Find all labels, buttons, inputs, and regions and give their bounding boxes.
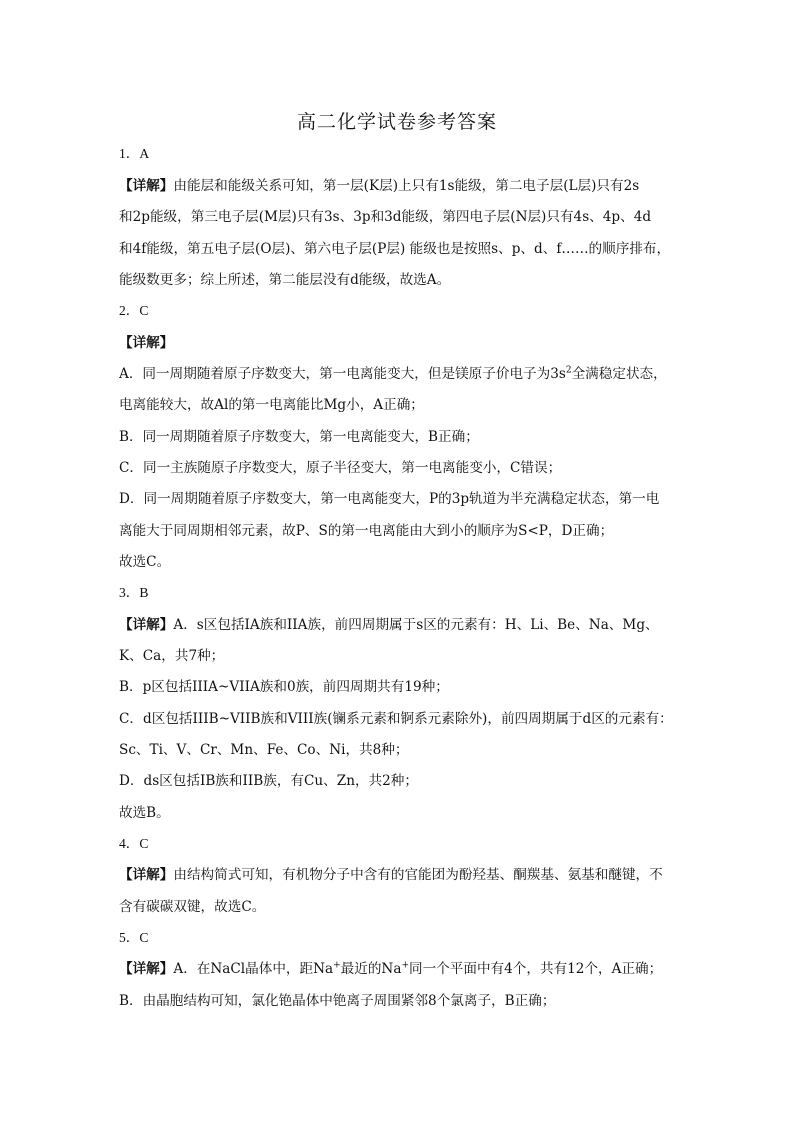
superscript: + [333, 960, 341, 971]
explanation-line [119, 710, 684, 728]
detail-label: 【详解】 [119, 961, 174, 977]
page-title: 高二化学试卷参考答案 [296, 111, 497, 133]
superscript: 2 [565, 365, 572, 376]
explanation-line [119, 522, 684, 540]
line-text: 4．C [119, 836, 149, 851]
line-text: D．ds区包括IB族和IIB族，有Cu、Zn，共2种； [119, 773, 418, 789]
explanation-line [119, 960, 684, 978]
explanation-line [119, 616, 684, 634]
line-text: 故选C。 [119, 554, 171, 570]
question-answer-line [119, 145, 684, 163]
line-text: 2．C [119, 303, 149, 318]
explanation-line [119, 741, 684, 759]
line-text: C．同一主族随原子序数变大，原子半径变大，第一电离能变小，C错误； [119, 460, 562, 476]
explanation-line [119, 647, 684, 665]
line-text: D．同一周期随着原子序数变大，第一电离能变大，P的3p轨道为半充满稳定状态，第一电 [119, 491, 660, 507]
line-text: B．同一周期随着原子序数变大，第一电离能变大，B正确； [119, 429, 479, 445]
line-text: K、Ca，共7种； [119, 648, 225, 664]
explanation-line [119, 490, 684, 508]
line-text: 由结构简式可知，有机物分子中含有的官能团为酚羟基、酮羰基、氨基和醚键，不 [173, 867, 663, 883]
line-text: A．s区包括IA族和IIA族，前四周期属于s区的元素有：H、Li、Be、Na、Mg、 [173, 617, 659, 633]
question-answer-line [119, 929, 684, 947]
explanation-line [119, 365, 684, 383]
line-text: A．同一周期随着原子序数变大，第一电离能变大，但是镁原子价电子为3s [119, 366, 566, 382]
line-text: 全满稳定状态， [571, 366, 667, 382]
line-text: 和2p能级，第三电子层(M层)只有3s、3p和3d能级，第四电子层(N层)只有4s、4p、4d [119, 209, 652, 225]
explanation-line [119, 459, 684, 477]
explanation-line [119, 772, 684, 790]
explanation-line [119, 177, 684, 195]
superscript: + [401, 960, 409, 971]
line-text: 和4f能级，第五电子层(O层)、第六电子层(P层) 能级也是按照s、p、d、f……的顺序排布， [119, 241, 671, 257]
question-answer-line [119, 302, 684, 320]
line-text: 含有碳碳双键，故选C。 [119, 899, 266, 915]
question-answer-line [119, 584, 684, 602]
line-text: B．p区包括IIIA~VIIA族和0族，前四周期共有19种； [119, 679, 449, 695]
explanation-line [119, 992, 684, 1010]
line-text: B．由晶胞结构可知，氯化铯晶体中铯离子周围紧邻8个氯离子，B正确； [119, 993, 556, 1009]
explanation-line [119, 396, 684, 414]
detail-label: 【详解】 [119, 178, 174, 194]
explanation-line [119, 898, 684, 916]
line-text: C．d区包括IIIB~VIIB族和VIII族(镧系元素和锕系元素除外)，前四周期属于d区的元素有： [119, 711, 673, 727]
line-text: 能级数更多；综上所述，第二能层没有d能级，故选A。 [119, 272, 451, 288]
detail-label: 【详解】 [119, 335, 174, 351]
line-text: 由能层和能级关系可知，第一层(K层)上只有1s能级，第二电子层(L层)只有2s [173, 178, 640, 194]
line-text: 故选B。 [119, 805, 170, 821]
line-text: 5．C [119, 930, 149, 945]
detail-label: 【详解】 [119, 617, 174, 633]
line-text: A．在NaCl晶体中，距Na [173, 961, 334, 977]
explanation-line [119, 208, 684, 226]
explanation-line [119, 553, 684, 571]
question-answer-line [119, 835, 684, 853]
explanation-line [119, 271, 684, 289]
detail-label: 【详解】 [119, 867, 174, 883]
explanation-line [119, 866, 684, 884]
line-text: Sc、Ti、V、Cr、Mn、Fe、Co、Ni，共8种； [119, 742, 409, 758]
explanation-line [119, 334, 684, 352]
line-text: 同一个平面中有4个，共有12个，A正确； [408, 961, 663, 977]
line-text: 最近的Na [340, 961, 402, 977]
explanation-line [119, 804, 684, 822]
line-text: 1．A [119, 146, 150, 161]
line-text: 离能大于同周期相邻元素，故P、S的第一电离能由大到小的顺序为S<P，D正确； [119, 523, 614, 539]
explanation-line [119, 428, 684, 446]
explanation-line [119, 240, 684, 258]
line-text: 电离能较大，故Al的第一电离能比Mg小，A正确； [119, 397, 424, 413]
line-text: 3．B [119, 585, 149, 600]
explanation-line [119, 678, 684, 696]
